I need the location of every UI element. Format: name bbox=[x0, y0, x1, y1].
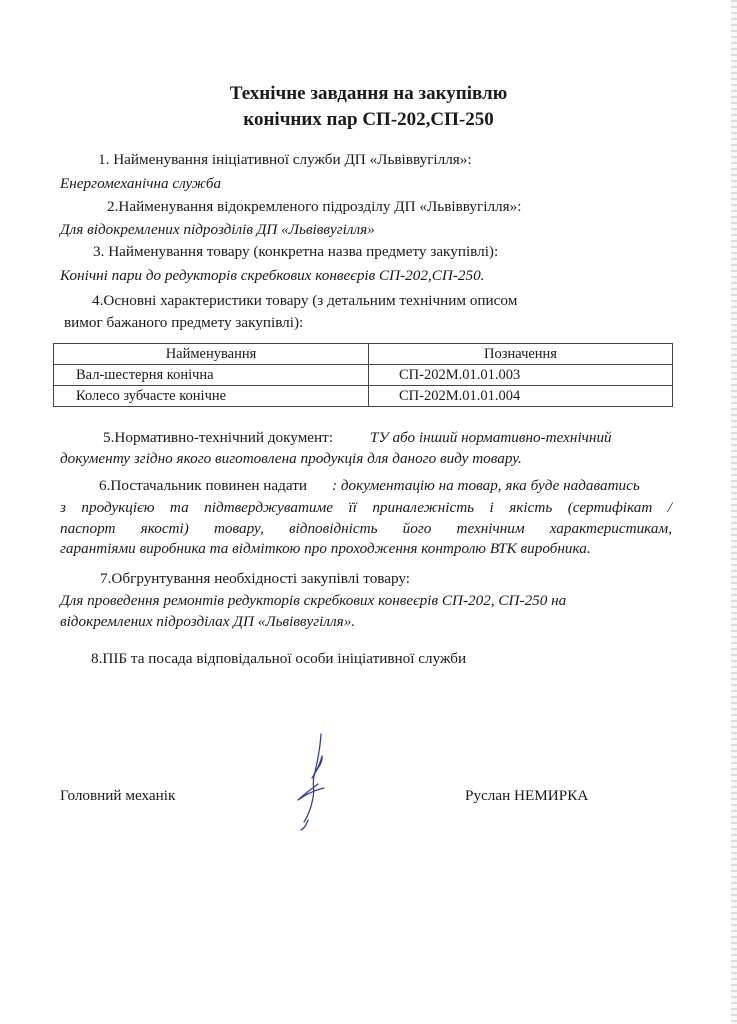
spec-table bbox=[53, 343, 673, 407]
section-5-value-line-2: документу згідно якого виготовлена продукція для даного виду товару. bbox=[60, 450, 522, 467]
scan-edge bbox=[731, 0, 737, 1024]
section-4-heading-line-1: 4.Основні характеристики товару (з детальним технічним описом bbox=[92, 292, 518, 309]
table-cell-name: Вал-шестерня конічна bbox=[54, 365, 369, 386]
section-4-heading-line-2: вимог бажаного предмету закупівлі): bbox=[64, 314, 304, 331]
table-cell-name: Колесо зубчасте конічне bbox=[54, 386, 369, 407]
section-6-value-line-4: гарантіями виробника та відміткою про проходження контролю ВТК виробника. bbox=[60, 540, 591, 557]
table-row bbox=[54, 365, 673, 386]
section-7-value-line-1: Для проведення ремонтів редукторів скребкових конвеєрів СП-202, СП-250 на bbox=[60, 592, 567, 609]
table-cell-code: СП-202М.01.01.004 bbox=[369, 386, 673, 407]
section-3-heading: 3. Найменування товару (конкретна назва предмету закупівлі): bbox=[93, 243, 499, 260]
section-6-value-line-3: паспорт якості) товару, відповідність його технічним характеристикам, bbox=[60, 520, 672, 537]
section-8-heading: 8.ПІБ та посада відповідальної особи ініціативної служби bbox=[91, 650, 467, 667]
section-6-value-line-2: з продукцією та підтверджуватиме її приналежність і якість (сертифікат / bbox=[60, 499, 672, 516]
table-header-name: Найменування bbox=[54, 344, 369, 365]
handwritten-signature-icon bbox=[290, 728, 340, 833]
title-line-2: конічних пар СП-202,СП-250 bbox=[243, 109, 494, 130]
section-3-value: Конічні пари до редукторів скребкових конвеєрів СП-202,СП-250. bbox=[60, 267, 485, 284]
title-line-1: Технічне завдання на закупівлю bbox=[229, 83, 508, 104]
signatory-name: Руслан НЕМИРКА bbox=[465, 787, 589, 804]
table-header-code: Позначення bbox=[369, 344, 673, 365]
signatory-position: Головний механік bbox=[60, 787, 176, 804]
section-6-value-line-1: : документацію на товар, яка буде надаватись bbox=[332, 477, 640, 494]
table-row bbox=[54, 386, 673, 407]
section-7-value-line-2: відокремлених підрозділах ДП «Львіввугілля». bbox=[60, 613, 356, 630]
section-5-value-line-1: ТУ або інший нормативно-технічний bbox=[370, 429, 612, 446]
table-cell-code: СП-202М.01.01.003 bbox=[369, 365, 673, 386]
section-1-heading: 1. Найменування ініціативної служби ДП «Львіввугілля»: bbox=[98, 151, 472, 168]
section-2-value: Для відокремлених підрозділів ДП «Львіввугілля» bbox=[60, 221, 375, 238]
section-7-heading: 7.Обгрунтування необхідності закупівлі товару: bbox=[100, 570, 411, 587]
section-2-heading: 2.Найменування відокремленого підрозділу ДП «Львіввугілля»: bbox=[107, 198, 522, 215]
table-header-row bbox=[54, 344, 673, 365]
section-1-value: Енергомеханічна служба bbox=[60, 175, 222, 192]
section-5-label: 5.Нормативно-технічний документ: bbox=[103, 429, 334, 446]
section-6-label: 6.Постачальник повинен надати bbox=[99, 477, 307, 494]
